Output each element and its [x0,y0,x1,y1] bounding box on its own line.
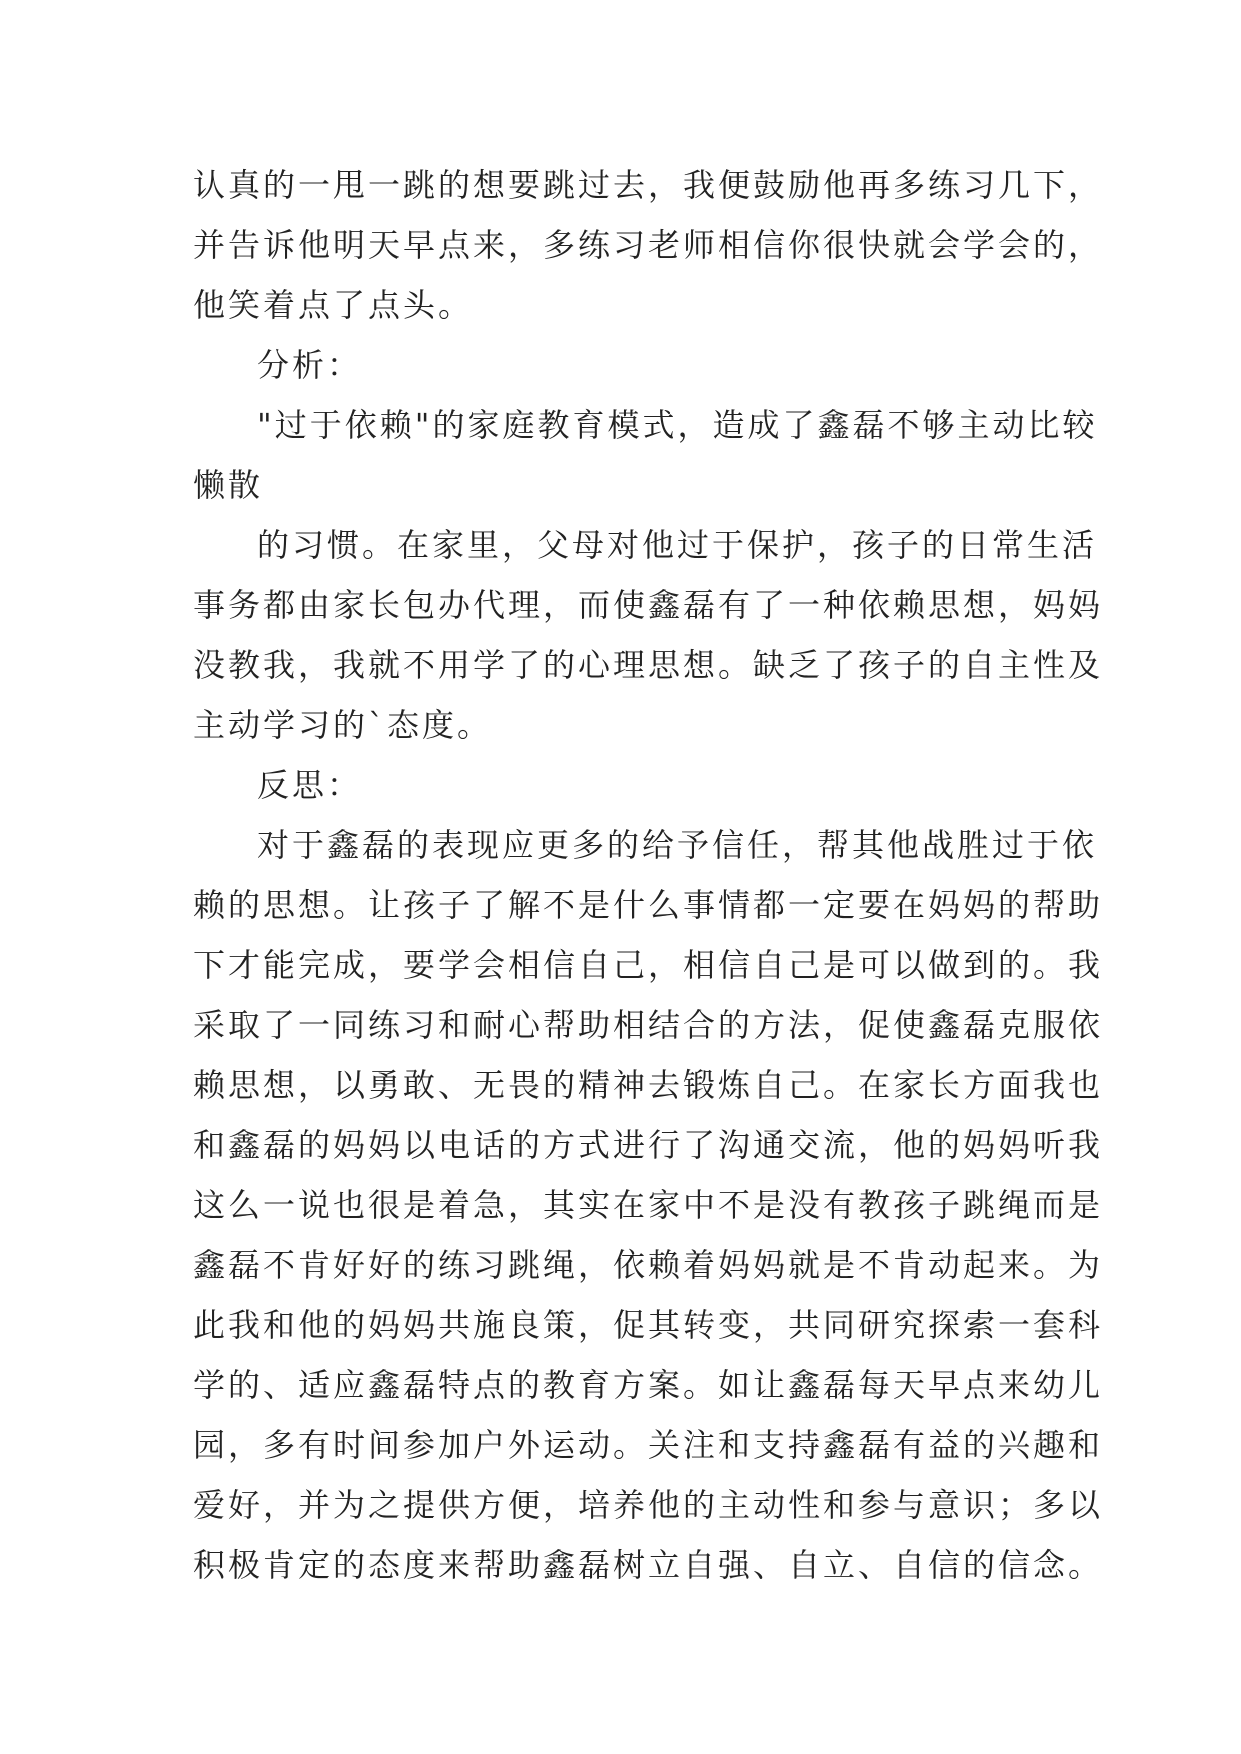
text-line: 对于鑫磊的表现应更多的给予信任，帮其他战胜过于依 [257,826,1098,864]
body-text [193,155,1104,1595]
text-line: 爱好，并为之提供方便，培养他的主动性和参与意识；多以 [193,1486,1104,1524]
text-line: 赖的思想。让孩子了解不是什么事情都一定要在妈妈的帮助 [193,886,1104,924]
text-line: 和鑫磊的妈妈以电话的方式进行了沟通交流，他的妈妈听我 [193,1126,1104,1164]
text-line: 并告诉他明天早点来，多练习老师相信你很快就会学会的， [193,226,1104,264]
text-line: 的习惯。在家里，父母对他过于保护，孩子的日常生活 [257,526,1098,564]
text-line: 园，多有时间参加户外运动。关注和支持鑫磊有益的兴趣和 [193,1426,1104,1464]
text-line: 下才能完成，要学会相信自己，相信自己是可以做到的。我 [193,946,1104,984]
text-line: 事务都由家长包办代理，而使鑫磊有了一种依赖思想，妈妈 [193,586,1104,624]
text-line: 鑫磊不肯好好的练习跳绳，依赖着妈妈就是不肯动起来。为 [193,1246,1104,1284]
text-line: 采取了一同练习和耐心帮助相结合的方法，促使鑫磊克服依 [193,1006,1104,1044]
section-heading-analysis: 分析： [257,346,363,384]
text-line: 学的、适应鑫磊特点的教育方案。如让鑫磊每天早点来幼儿 [193,1366,1104,1404]
text-line: 这么一说也很是着急，其实在家中不是没有教孩子跳绳而是 [193,1186,1104,1224]
text-line: 懒散 [193,466,264,504]
text-line: 积极肯定的态度来帮助鑫磊树立自强、自立、自信的信念。 [193,1546,1104,1584]
text-line: 没教我，我就不用学了的心理思想。缺乏了孩子的自主性及 [193,646,1104,684]
text-line: 认真的一甩一跳的想要跳过去，我便鼓励他再多练习几下， [193,166,1104,204]
text-line: 赖思想，以勇敢、无畏的精神去锻炼自己。在家长方面我也 [193,1066,1104,1104]
section-heading-reflection: 反思： [257,766,363,804]
text-line: "过于依赖"的家庭教育模式，造成了鑫磊不够主动比较 [257,406,1098,444]
text-line: 主动学习的`态度。 [193,706,493,744]
text-line: 他笑着点了点头。 [193,286,474,324]
text-line: 此我和他的妈妈共施良策，促其转变，共同研究探索一套科 [193,1306,1104,1344]
